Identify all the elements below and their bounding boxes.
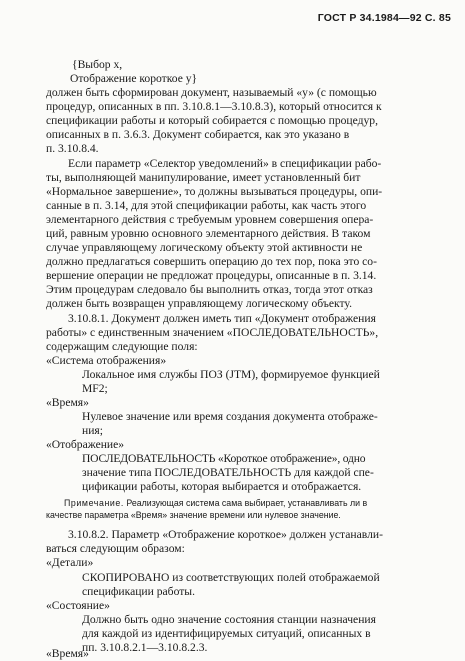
text-line: 3.10.8.2. Параметр «Отображение короткое» должен устанавли- <box>68 528 383 541</box>
text-line: для каждой из идентифицируемых ситуаций, описанных в <box>82 627 371 640</box>
text-line: {Выбор x, <box>72 58 123 71</box>
text-line: работы» с единственным значением «ПОСЛЕДОВАТЕЛЬНОСТЬ», <box>46 326 379 339</box>
text-line-last: «Время» <box>46 647 89 660</box>
text-line: «Система отображения» <box>46 354 167 367</box>
text-line: ты, выполняющей манипулирование, имеет установленный бит <box>46 171 361 184</box>
text-line: элементарного действия с требуемым уровнем совершения опера- <box>46 213 374 226</box>
text-line: ваться следующим образом: <box>46 542 185 555</box>
text-line: СКОПИРОВАНО из соответствующих полей отображаемой <box>82 571 380 584</box>
note-line <box>64 498 367 509</box>
text-line: Отображение короткое у} <box>70 72 198 85</box>
text-line: цификации работы, которая выбирается и отображается. <box>82 480 362 493</box>
text-line: ПОСЛЕДОВАТЕЛЬНОСТЬ «Короткое отображение», одно <box>82 452 366 465</box>
text-line: ния; <box>82 424 103 437</box>
text-line: Этим процедурам следовало бы выполнить отказ, тогда этот отказ <box>46 283 373 296</box>
page-header: ГОСТ Р 34.1984—92 С. 85 <box>317 12 451 24</box>
text-line: п. 3.10.8.4. <box>46 142 99 155</box>
text-line: вершение операции не предложат процедуры, описанные в п. 3.14. <box>46 269 377 282</box>
note-text: Реализующая система сама выбирает, устанавливать ли в <box>123 498 368 508</box>
text-line: процедур, описанных в пп. 3.10.8.1—3.10.8.3), который относится к <box>46 100 382 113</box>
text-line: ций, равным уровню основного элементарного действия. В таком <box>46 227 371 240</box>
text-line: содержащим следующие поля: <box>46 340 198 353</box>
text-line: случае управляющему логическому объекту этой активности не <box>46 241 363 254</box>
text-line: пп. 3.10.8.2.1—3.10.8.2.3. <box>82 641 208 654</box>
text-line: значение типа ПОСЛЕДОВАТЕЛЬНОСТЬ для каждой спе- <box>82 466 374 479</box>
text-line: должен быть сформирован документ, называемый «у» (с помощью <box>46 86 377 99</box>
text-line: спецификации работы и который собирается с помощью процедур, <box>46 114 379 127</box>
text-line: «Детали» <box>46 556 94 569</box>
text-line: MF2; <box>82 382 108 395</box>
text-line: Если параметр «Селектор уведомлений» в спецификации рабо- <box>68 157 382 170</box>
text-line: Локальное имя службы ПОЗ (JTM), формируемое функцией <box>82 368 380 381</box>
text-line: «Время» <box>46 396 89 409</box>
text-line: Должно быть одно значение состояния станции назначения <box>82 613 376 626</box>
note-line: качестве параметра «Время» значение времени или нулевое значение. <box>46 510 341 520</box>
text-line: должно предлагаться совершить операцию до тех пор, пока это со- <box>46 255 377 268</box>
text-line: спецификации работы. <box>82 585 195 598</box>
text-line: санные в п. 3.14, для этой спецификации работы, как часть этого <box>46 199 367 212</box>
text-line: 3.10.8.1. Документ должен иметь тип «Документ отображения <box>68 312 376 325</box>
text-line: описанных в п. 3.6.3. Документ собирается, как это указано в <box>46 128 350 141</box>
text-line: «Отображение» <box>46 438 125 451</box>
text-line: Нулевое значение или время создания документа отображе- <box>82 410 378 423</box>
text-line: «Состояние» <box>46 599 110 612</box>
text-line: должен быть возвращен управляющему логическому объекту. <box>46 297 352 310</box>
note-label: Примечание. <box>64 498 124 508</box>
text-line: «Нормальное завершение», то должны вызываться процедуры, опи- <box>46 185 383 198</box>
